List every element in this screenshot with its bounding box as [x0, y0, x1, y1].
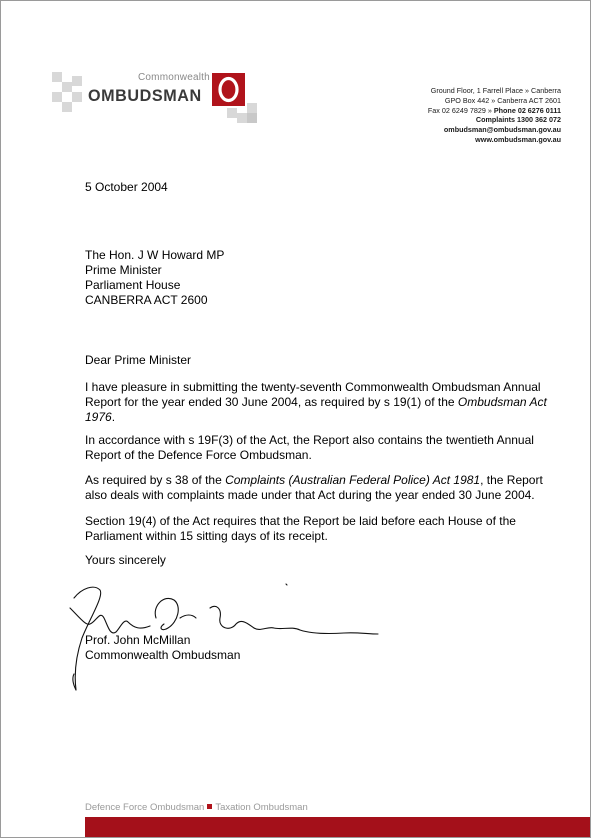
footer-separator-icon [207, 804, 212, 809]
paragraph-text: . [111, 410, 116, 424]
address-fax: Fax 02 6249 7829 » [427, 105, 494, 115]
recipient-line: Parliament House [85, 278, 181, 292]
paragraph-complaints-act [85, 473, 565, 503]
footer-bar [85, 817, 590, 837]
paragraph-text: , the Report also deals with complaints made under that Act during the year ended 30 June 2004. [85, 473, 543, 502]
act-title: Ombudsman Act 1976 [85, 395, 547, 424]
footer-taxation: Taxation Ombudsman [215, 802, 308, 813]
logo-pattern-square [72, 76, 82, 86]
recipient-line: The Hon. J W Howard MP [85, 248, 225, 262]
paragraph-parliament: Section 19(4) of the Act requires that the Report be laid before each House of the Parliament within 15 sitting days of its receipt. [85, 514, 516, 543]
recipient-line: Prime Minister [85, 263, 162, 277]
paragraph-annual-report [85, 380, 565, 425]
recipient-block [85, 248, 224, 308]
address-complaints: Complaints 1300 362 072 [475, 115, 561, 125]
paragraph-defence-force: In accordance with s 19F(3) of the Act, the Report also contains the twentieth Annual Report of the Defence Force Ombudsman. [85, 433, 534, 462]
logo-pattern-square [52, 72, 62, 82]
footer-offices [85, 802, 308, 813]
act-title: Complaints (Australian Federal Police) Act 1981 [225, 473, 481, 487]
logo-pattern-square [247, 113, 257, 123]
logo-commonwealth-text: Commonwealth [138, 72, 210, 83]
letter-o-emblem-icon [212, 73, 245, 106]
logo-pattern-square [62, 82, 72, 92]
letter-date: 5 October 2004 [85, 180, 168, 194]
address-block [428, 86, 561, 145]
signer-name: Prof. John McMillan [85, 633, 191, 647]
address-fax-phone [428, 106, 561, 116]
signer-block [85, 633, 240, 663]
address-email: ombudsman@ombudsman.gov.au [443, 125, 561, 135]
salutation: Dear Prime Minister [85, 353, 192, 367]
logo-pattern-square [247, 103, 257, 113]
paragraph-text: I have pleasure in submitting the twenty-seventh Commonwealth Ombudsman Annual Report for the year ended 30 June 2004, as required by s 19(1) of the [85, 380, 541, 409]
address-postal: GPO Box 442 » Canberra ACT 2601 [444, 95, 561, 105]
logo-ombudsman-text: OMBUDSMAN [88, 86, 202, 105]
footer-defence-force: Defence Force Ombudsman [85, 802, 205, 813]
recipient-line: CANBERRA ACT 2600 [85, 293, 208, 307]
address-street: Ground Floor, 1 Farrell Place » Canberra [430, 86, 561, 95]
signer-title: Commonwealth Ombudsman [85, 648, 241, 662]
logo-pattern-square [72, 92, 82, 102]
address-phone: Phone 02 6276 0111 [493, 105, 561, 115]
logo-pattern-square [237, 113, 247, 123]
address-website: www.ombudsman.gov.au [475, 134, 561, 144]
logo-pattern-square [227, 108, 237, 118]
logo-pattern-square [62, 102, 72, 112]
paragraph-text: As required by s 38 of the [85, 473, 226, 487]
closing: Yours sincerely [85, 553, 166, 567]
logo-pattern-square [52, 92, 62, 102]
